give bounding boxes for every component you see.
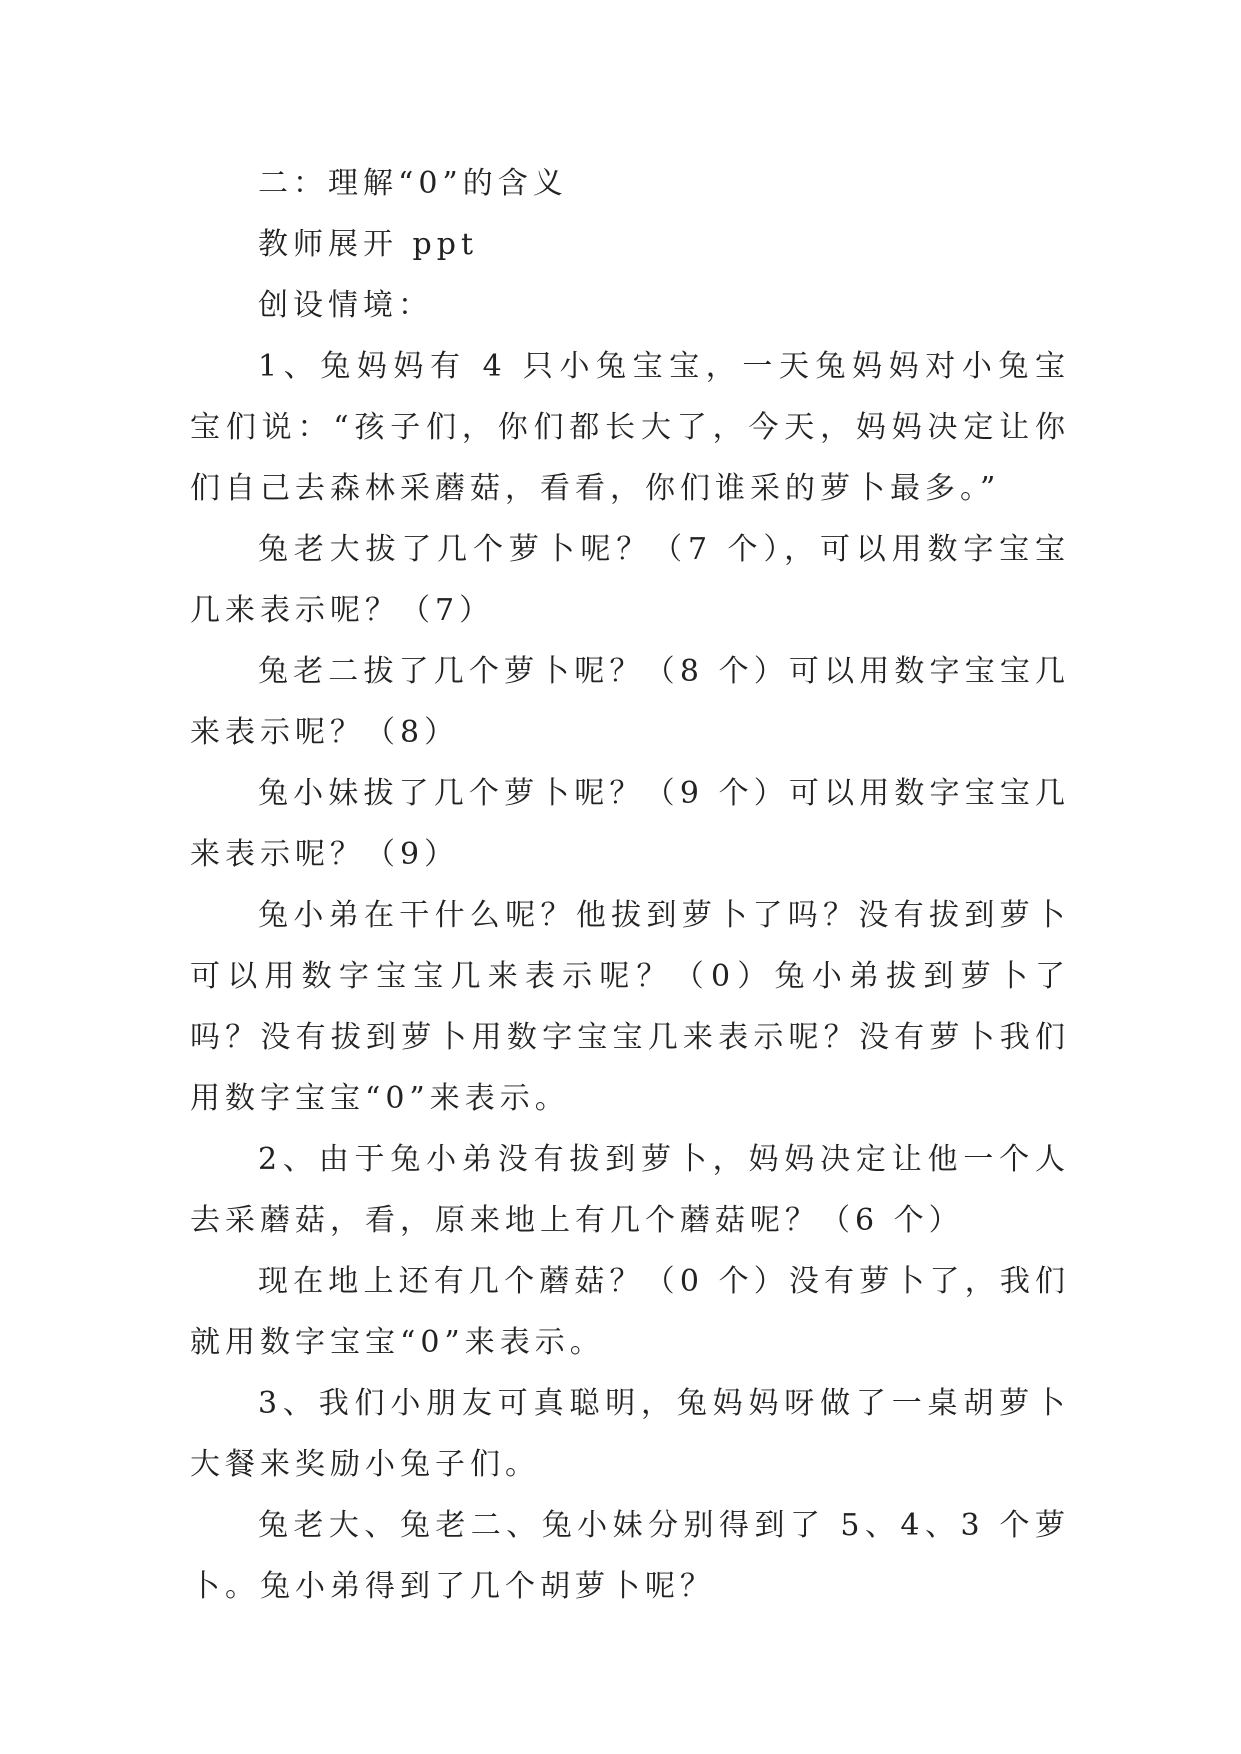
paragraph-carrot-distribution: 兔老大、兔老二、兔小妹分别得到了 5、4、3 个萝卜。兔小弟得到了几个胡萝卜呢？ (190, 1508, 1070, 1604)
paragraph-teacher-ppt: 教师展开 ppt (258, 227, 478, 262)
paragraph-scenario-label: 创设情境： (258, 288, 433, 323)
paragraph-rabbit-second: 兔老二拔了几个萝卜呢？（8 个）可以用数字宝宝几来表示呢？（8） (190, 654, 1070, 750)
paragraph-mushrooms-left: 现在地上还有几个蘑菇？（0 个）没有萝卜了，我们就用数字宝宝“0”来表示。 (190, 1264, 1070, 1360)
paragraph-step-2: 2、由于兔小弟没有拔到萝卜，妈妈决定让他一个人去采蘑菇，看，原来地上有几个蘑菇呢？（6 个） (190, 1142, 1070, 1238)
paragraph-step-1: 1、兔妈妈有 4 只小兔宝宝，一天兔妈妈对小兔宝宝们说：“孩子们，你们都长大了，今天，妈妈决定让你们自己去森林采蘑菇，看看，你们谁采的萝卜最多。” (190, 349, 1070, 506)
section-heading: 二：理解“0”的含义 (258, 166, 568, 201)
paragraph-step-3: 3、我们小朋友可真聪明，兔妈妈呀做了一桌胡萝卜大餐来奖励小兔子们。 (190, 1386, 1070, 1482)
document-body (190, 153, 1070, 1617)
paragraph-rabbit-sister: 兔小妹拔了几个萝卜呢？（9 个）可以用数字宝宝几来表示呢？（9） (190, 776, 1070, 872)
paragraph-rabbit-youngest: 兔小弟在干什么呢？他拔到萝卜了吗？没有拔到萝卜可以用数字宝宝几来表示呢？（0）兔小弟拔到萝卜了吗？没有拔到萝卜用数字宝宝几来表示呢？没有萝卜我们用数字宝宝“0”来表示。 (190, 898, 1070, 1116)
paragraph-rabbit-eldest: 兔老大拔了几个萝卜呢？（7 个），可以用数字宝宝几来表示呢？（7） (190, 532, 1070, 628)
